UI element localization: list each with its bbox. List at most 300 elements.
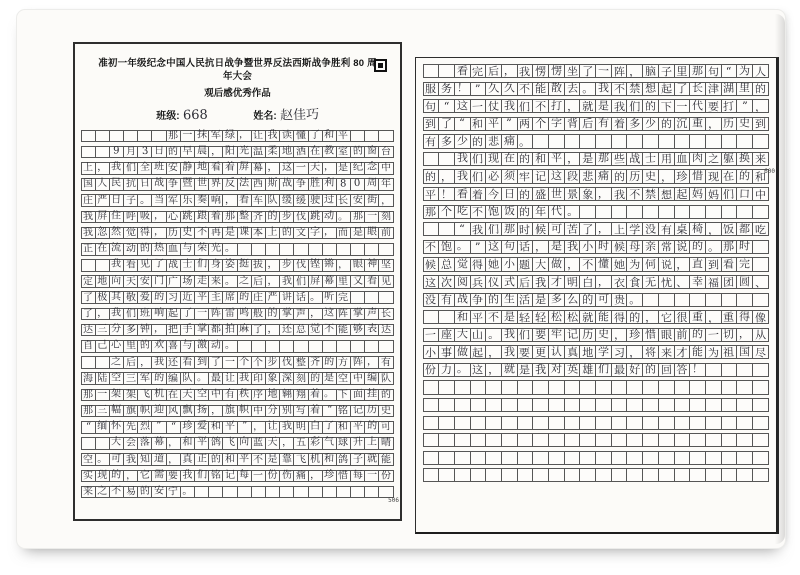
grid-cell	[485, 205, 502, 219]
handwritten-char: ，	[239, 129, 250, 141]
grid-cell	[564, 433, 581, 447]
grid-cell	[222, 227, 237, 240]
handwritten-char: 从	[754, 328, 767, 342]
grid-cell	[137, 275, 152, 288]
grid-cell	[721, 64, 738, 78]
grid-cell	[532, 117, 549, 131]
grid-cell	[137, 291, 152, 304]
grid-cell	[194, 356, 209, 369]
grid-cell	[237, 405, 252, 418]
grid-cell	[705, 310, 722, 324]
handwritten-char: 切	[723, 327, 735, 342]
grid-cell	[595, 240, 612, 254]
grid-cell	[151, 308, 166, 321]
handwritten-char: 和	[210, 421, 222, 433]
grid-cell	[308, 146, 323, 159]
handwritten-char: 抹	[196, 129, 207, 141]
grid-cell	[674, 152, 691, 166]
handwritten-char: 屏	[310, 275, 321, 287]
grid-cell	[364, 146, 379, 159]
grid-row	[82, 437, 394, 450]
handwritten-char: 子	[125, 194, 136, 207]
grid-cell	[579, 134, 596, 148]
grid-cell	[378, 291, 393, 304]
grid-cell	[123, 486, 138, 499]
grid-cell	[308, 291, 323, 304]
grid-cell	[611, 64, 628, 78]
grid-cell	[293, 356, 308, 369]
handwritten-char: 雷	[224, 307, 235, 319]
grid-cell	[222, 405, 237, 418]
handwritten-char: 刻	[380, 211, 392, 223]
grid-cell	[626, 275, 643, 289]
grid-cell	[81, 389, 96, 402]
handwritten-char: 了	[441, 117, 453, 131]
handwritten-char: 五	[295, 437, 307, 450]
handwritten-char: 的	[738, 169, 751, 183]
grid-cell	[658, 134, 675, 148]
handwritten-char: 严	[97, 194, 108, 206]
grid-cell	[293, 324, 308, 337]
grid-cell	[350, 308, 365, 321]
grid-cell	[180, 130, 195, 143]
grid-cell	[752, 82, 769, 96]
class-label: 班级:	[156, 110, 180, 122]
grid-cell	[626, 363, 643, 377]
handwritten-char: ，	[754, 100, 767, 114]
grid-cell	[95, 227, 110, 240]
grid-cell	[564, 99, 581, 113]
handwritten-char: 主	[210, 291, 222, 304]
handwritten-char: 能	[380, 453, 392, 466]
grid-row	[424, 468, 769, 482]
handwritten-char: 重	[723, 310, 735, 324]
grid-cell	[95, 340, 110, 353]
grid-cell	[752, 117, 769, 131]
grid-cell	[532, 345, 549, 359]
grid-cell	[81, 437, 96, 450]
grid-cell	[95, 162, 110, 175]
handwritten-char: 觉	[456, 257, 468, 271]
handwritten-char: 它	[660, 310, 672, 325]
grid-cell	[658, 451, 675, 465]
grid-cell	[81, 243, 96, 256]
grid-cell	[222, 340, 237, 353]
handwritten-char: 的	[660, 117, 672, 132]
grid-cell	[423, 187, 440, 201]
handwritten-char: 一	[196, 307, 207, 319]
grid-cell	[279, 275, 294, 288]
handwritten-char: 轻	[519, 310, 531, 325]
handwritten-char: 0	[354, 178, 362, 190]
grid-cell	[517, 64, 534, 78]
handwritten-char: 明	[566, 275, 578, 289]
handwritten-char: 升	[352, 437, 363, 449]
handwritten-char: 散	[550, 81, 563, 95]
grid-row	[424, 433, 769, 447]
grid-cell	[166, 146, 181, 159]
grid-cell	[564, 187, 581, 201]
handwritten-char: 的	[168, 146, 179, 158]
page-header	[75, 44, 400, 123]
grid-cell	[611, 205, 628, 219]
grid-cell	[454, 64, 471, 78]
handwritten-char: 地	[582, 345, 594, 359]
grid-row	[424, 398, 769, 412]
grid-cell	[642, 187, 659, 201]
grid-cell	[322, 356, 337, 369]
handwritten-char: 。	[566, 204, 578, 219]
grid-cell	[151, 130, 166, 143]
handwritten-char: 习	[613, 346, 625, 360]
handwritten-char: 能	[535, 82, 547, 96]
handwritten-char: 尽	[754, 346, 767, 360]
grid-cell	[438, 240, 455, 254]
handwritten-char: 。	[310, 291, 321, 303]
grid-cell	[293, 437, 308, 450]
grid-cell	[137, 259, 152, 272]
handwritten-char: 团	[723, 275, 735, 289]
handwritten-char: 们	[125, 162, 136, 174]
handwritten-char: 的	[267, 307, 278, 319]
grid-cell	[485, 380, 502, 394]
grid-cell	[251, 227, 266, 240]
grid-cell	[501, 398, 518, 412]
handwritten-char: 们	[196, 469, 207, 481]
grid-cell	[642, 293, 659, 307]
handwritten-char: ，	[139, 356, 151, 368]
grid-cell	[501, 64, 518, 78]
handwritten-char: 日	[153, 145, 165, 157]
grid-cell	[336, 259, 351, 272]
handwritten-char: 旗	[224, 405, 235, 417]
scanned-sheet	[16, 9, 786, 549]
grid-cell	[237, 421, 252, 434]
grid-cell	[705, 257, 722, 271]
handwritten-char: 就	[503, 362, 516, 377]
handwritten-char: ，	[267, 324, 278, 336]
handwritten-char: 天	[182, 388, 193, 400]
handwritten-char: 平	[196, 291, 207, 303]
grid-cell	[364, 372, 379, 385]
grid-cell	[595, 433, 612, 447]
grid-cell	[237, 324, 252, 337]
handwritten-char: ，	[97, 162, 108, 174]
grid-cell	[350, 437, 365, 450]
grid-cell	[517, 257, 534, 271]
handwritten-char: 话	[519, 240, 531, 255]
handwritten-char: 句	[707, 64, 719, 79]
grid-cell	[364, 324, 379, 337]
handwritten-char: 中	[210, 388, 222, 401]
handwritten-char: 看	[456, 186, 468, 201]
handwritten-char: 的	[644, 363, 657, 377]
grid-cell	[564, 398, 581, 412]
handwritten-char: 的	[519, 205, 531, 219]
handwritten-char: 战	[168, 259, 179, 272]
handwritten-char: ，	[153, 226, 165, 238]
grid-cell	[322, 340, 337, 353]
grid-cell	[123, 356, 138, 369]
grid-cell	[95, 146, 110, 159]
handwritten-char: 看	[456, 63, 468, 78]
grid-cell	[137, 356, 152, 369]
handwritten-char: 一	[97, 388, 108, 400]
grid-cell	[109, 291, 124, 304]
handwritten-char: 换	[738, 151, 751, 166]
char-count-mark-left: 506	[388, 497, 399, 504]
grid-cell	[423, 398, 440, 412]
handwritten-char: 平	[425, 187, 437, 202]
grid-cell	[752, 99, 769, 113]
grid-cell	[470, 240, 487, 254]
grid-cell	[658, 257, 675, 271]
handwritten-char: 珍	[629, 328, 641, 342]
handwritten-char: 身	[210, 259, 222, 271]
grid-cell	[251, 453, 266, 466]
handwritten-char: 要	[535, 328, 547, 342]
grid-cell	[180, 437, 195, 450]
grid-row	[82, 470, 394, 483]
grid-cell	[721, 345, 738, 359]
grid-cell	[752, 205, 769, 219]
grid-cell	[293, 340, 308, 353]
grid-cell	[180, 470, 195, 483]
grid-row	[82, 243, 394, 256]
handwritten-char: 阵	[210, 307, 222, 320]
handwritten-char: 着	[210, 210, 222, 223]
grid-cell	[689, 380, 706, 394]
grid-cell	[194, 259, 209, 272]
handwritten-char: 不	[582, 257, 594, 271]
grid-cell	[454, 99, 471, 113]
grid-cell	[151, 389, 166, 402]
handwritten-char: 印	[253, 373, 264, 385]
grid-cell	[705, 398, 722, 412]
grid-cell	[279, 259, 294, 272]
grid-row	[424, 363, 769, 377]
grid-cell	[501, 257, 518, 271]
grid-cell	[95, 470, 110, 483]
grid-cell	[194, 372, 209, 385]
grid-cell	[123, 340, 138, 353]
handwritten-char: ”	[741, 99, 748, 113]
grid-cell	[265, 178, 280, 191]
grid-row	[82, 453, 394, 466]
handwritten-char: 日	[139, 178, 151, 190]
handwritten-char: 流	[111, 242, 122, 254]
handwritten-char: 还	[168, 356, 179, 369]
handwritten-char: 妈	[707, 187, 719, 202]
grid-cell	[265, 227, 280, 240]
grid-cell	[579, 205, 596, 219]
handwritten-char: 住	[111, 210, 122, 222]
grid-cell	[642, 64, 659, 78]
grid-cell	[658, 240, 675, 254]
grid-cell	[265, 437, 280, 450]
grid-cell	[532, 363, 549, 377]
handwritten-char: 不	[111, 485, 122, 497]
grid-cell	[336, 178, 351, 191]
handwritten-char: 缓	[281, 194, 292, 206]
grid-cell	[322, 421, 337, 434]
handwritten-char: 有	[597, 116, 610, 131]
handwritten-char: 用	[660, 152, 672, 167]
handwritten-char: 的	[153, 372, 165, 384]
grid-cell	[251, 470, 266, 483]
handwritten-char: 学	[597, 345, 610, 359]
handwritten-char: 齐	[253, 211, 264, 223]
grid-cell	[485, 398, 502, 412]
grid-cell	[658, 169, 675, 183]
handwritten-char: 的	[519, 187, 531, 202]
handwritten-char: ，	[267, 275, 278, 287]
grid-cell	[611, 82, 628, 96]
grid-cell	[501, 451, 518, 465]
handwritten-char: 。	[324, 388, 335, 400]
grid-cell	[109, 470, 124, 483]
grid-cell	[517, 468, 534, 482]
grid-cell	[438, 64, 455, 78]
handwritten-char: 记	[352, 404, 363, 417]
handwritten-char: 景	[566, 187, 578, 201]
grid-cell	[237, 227, 252, 240]
handwritten-char: 。	[196, 372, 207, 384]
handwritten-char: 飘	[182, 405, 193, 417]
handwritten-char: 让	[253, 130, 264, 142]
grid-cell	[423, 257, 440, 271]
handwritten-char: 见	[139, 259, 151, 271]
grid-cell	[123, 470, 138, 483]
grid-cell	[689, 152, 706, 166]
grid-cell	[517, 433, 534, 447]
handwritten-char: ，	[224, 194, 235, 206]
handwritten-char: 乐	[182, 194, 193, 206]
grid-cell	[626, 310, 643, 324]
handwritten-char: 生	[503, 292, 516, 306]
handwritten-char: 温	[253, 146, 264, 158]
grid-cell	[251, 405, 266, 418]
handwritten-char: 史	[597, 327, 610, 341]
handwritten-char: 我	[535, 363, 547, 377]
handwritten-char: 历	[366, 404, 378, 416]
grid-cell	[322, 486, 337, 499]
handwritten-char: 盛	[535, 187, 547, 201]
grid-cell	[642, 240, 659, 254]
handwritten-char: 我	[125, 453, 136, 466]
handwritten-char: 看	[210, 162, 222, 174]
grid-cell	[564, 152, 581, 166]
grid-cell	[166, 470, 181, 483]
handwritten-char: 没	[425, 293, 437, 307]
handwritten-char: 份	[425, 363, 437, 378]
handwritten-char: 。	[456, 362, 468, 377]
handwritten-char: 都	[210, 323, 222, 336]
grid-cell	[674, 117, 691, 131]
handwritten-char: 一	[182, 129, 193, 141]
grid-cell	[123, 308, 138, 321]
handwritten-char: 麻	[239, 323, 250, 335]
grid-cell	[485, 82, 502, 96]
grid-cell	[501, 99, 518, 113]
handwritten-char: “	[443, 99, 450, 113]
grid-cell	[222, 259, 237, 272]
handwritten-char: 在	[97, 243, 108, 255]
grid-cell	[151, 470, 166, 483]
grid-cell	[626, 257, 643, 271]
grid-cell	[736, 82, 753, 96]
grid-cell	[265, 356, 280, 369]
handwritten-char: 来	[660, 346, 672, 360]
grid-cell	[279, 405, 294, 418]
handwritten-char: 锵	[324, 258, 335, 271]
grid-cell	[378, 453, 393, 466]
name-field	[253, 104, 318, 123]
grid-row	[424, 117, 769, 131]
grid-cell	[658, 293, 675, 307]
grid-cell	[517, 345, 534, 359]
grid-cell	[485, 257, 502, 271]
grid-cell	[364, 243, 379, 256]
grid-cell	[336, 486, 351, 499]
grid-cell	[423, 117, 440, 131]
grid-cell	[721, 398, 738, 412]
grid-cell	[438, 451, 455, 465]
grid-row	[424, 240, 769, 254]
grid-cell	[485, 64, 502, 78]
handwritten-char: 明	[295, 421, 307, 433]
grid-cell	[736, 345, 753, 359]
handwritten-char: ，	[660, 170, 672, 184]
handwritten-char: 历	[168, 227, 179, 239]
handwritten-char: 懂	[597, 257, 610, 271]
grid-cell	[501, 363, 518, 377]
grid-row	[82, 275, 394, 288]
handwritten-char: 们	[125, 308, 136, 320]
handwritten-char: 响	[153, 307, 165, 319]
handwritten-char: 着	[224, 162, 235, 174]
grid-cell	[517, 240, 534, 254]
grid-cell	[350, 470, 365, 483]
handwritten-char: 铭	[210, 469, 222, 482]
grid-cell	[180, 486, 195, 499]
grid-cell	[674, 134, 691, 148]
grid-cell	[501, 293, 518, 307]
grid-cell	[517, 398, 534, 412]
handwritten-char: 和	[535, 152, 547, 166]
handwritten-char: 。	[707, 240, 719, 255]
grid-cell	[595, 468, 612, 482]
grid-cell	[137, 162, 152, 175]
handwritten-char: 后	[519, 275, 531, 290]
handwritten-char: ，	[310, 307, 321, 319]
grid-cell	[322, 194, 337, 207]
grid-cell	[752, 310, 769, 324]
grid-cell	[470, 82, 487, 96]
handwritten-char: 和	[224, 453, 235, 465]
grid-cell	[454, 293, 471, 307]
handwritten-char: 让	[267, 421, 278, 433]
handwritten-char: 那	[425, 205, 437, 219]
handwritten-char: 鸽	[210, 437, 222, 449]
grid-cell	[689, 398, 706, 412]
handwritten-char: 跳	[310, 210, 321, 222]
grid-cell	[364, 211, 379, 224]
handwritten-char: ，	[487, 345, 500, 360]
grid-cell	[517, 275, 534, 289]
handwritten-char: ，	[707, 117, 719, 132]
grid-cell	[485, 240, 502, 254]
